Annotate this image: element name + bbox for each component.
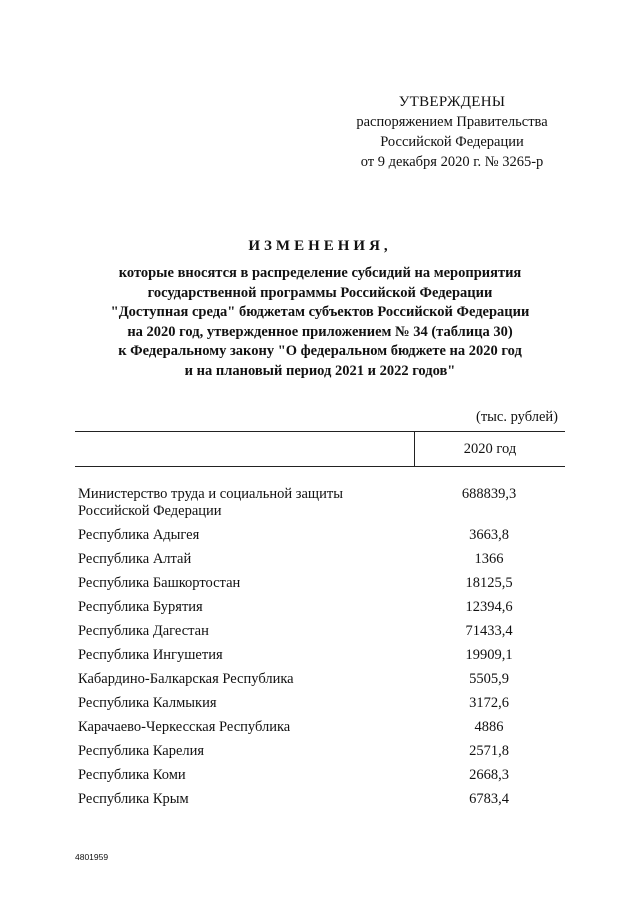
region-name: Министерство труда и социальной защиты Российской Федерации <box>78 486 343 519</box>
subsidy-amount: 2668,3 <box>469 767 509 783</box>
region-name: Карачаево-Черкесская Республика <box>78 719 291 735</box>
table-row <box>78 599 565 616</box>
table-row <box>78 623 565 640</box>
subsidy-amount: 5505,9 <box>469 671 509 687</box>
table-row <box>78 575 565 592</box>
region-name: Республика Бурятия <box>78 599 203 615</box>
subsidy-amount: 12394,6 <box>465 599 513 615</box>
table-row <box>78 767 565 784</box>
region-name: Республика Адыгея <box>78 527 200 543</box>
approval-line-1: распоряжением Правительства <box>356 114 548 130</box>
approval-heading: УТВЕРЖДЕНЫ <box>398 94 506 110</box>
table-row <box>78 791 565 808</box>
region-name: Республика Крым <box>78 791 189 807</box>
approval-line-3: от 9 декабря 2020 г. № 3265-р <box>360 154 544 170</box>
region-name: Республика Калмыкия <box>78 695 217 711</box>
table-header-rule <box>75 466 565 467</box>
subsidy-amount: 688839,3 <box>461 486 517 502</box>
subsidy-amount: 2571,8 <box>469 743 509 759</box>
region-name: Кабардино-Балкарская Республика <box>78 671 294 687</box>
subtitle-line: и на плановый период 2021 и 2022 годов" <box>184 362 456 379</box>
table-row <box>78 743 565 760</box>
subsidy-amount: 1366 <box>474 551 504 567</box>
region-name: Республика Дагестан <box>78 623 209 639</box>
subsidy-amount: 19909,1 <box>465 647 513 663</box>
subtitle-line: которые вносятся в распределение субсидий на мероприятия <box>118 265 522 281</box>
subsidy-amount: 3172,6 <box>469 695 509 711</box>
table-top-rule <box>75 431 565 432</box>
table-row <box>78 527 565 544</box>
subtitle-line: "Доступная среда" бюджетам субъектов Российской Федерации <box>110 304 530 320</box>
region-name: Республика Коми <box>78 767 186 783</box>
table-row <box>78 695 565 712</box>
subsidy-amount: 18125,5 <box>465 575 513 591</box>
subsidy-amount: 6783,4 <box>469 791 509 807</box>
subsidy-amount: 71433,4 <box>465 623 513 639</box>
approval-block <box>336 92 568 172</box>
table-row <box>78 551 565 568</box>
subtitle-line: на 2020 год, утвержденное приложением № 34 (таблица 30) <box>127 323 513 340</box>
subtitle-line: государственной программы Российской Федерации <box>147 284 493 301</box>
region-name: Республика Башкортостан <box>78 575 241 591</box>
approval-line-2: Российской Федерации <box>380 134 524 150</box>
region-name: Республика Алтай <box>78 551 192 567</box>
table-row <box>78 671 565 688</box>
table-row <box>78 719 565 736</box>
table-row <box>78 486 565 520</box>
subtitle-line: к Федеральному закону "О федеральном бюджете на 2020 год <box>118 343 522 359</box>
region-name: Республика Карелия <box>78 743 205 759</box>
table-body <box>78 486 565 815</box>
unit-label: (тыс. рублей) <box>476 409 558 425</box>
region-name: Республика Ингушетия <box>78 647 223 663</box>
table-row <box>78 647 565 664</box>
document-subtitle <box>86 264 554 381</box>
subsidy-amount: 4886 <box>474 719 504 735</box>
table-column-header: 2020 год <box>463 441 517 457</box>
document-code: 4801959 <box>75 852 109 862</box>
document-title: ИЗМЕНЕНИЯ, <box>248 238 392 254</box>
subsidy-amount: 3663,8 <box>469 527 509 543</box>
